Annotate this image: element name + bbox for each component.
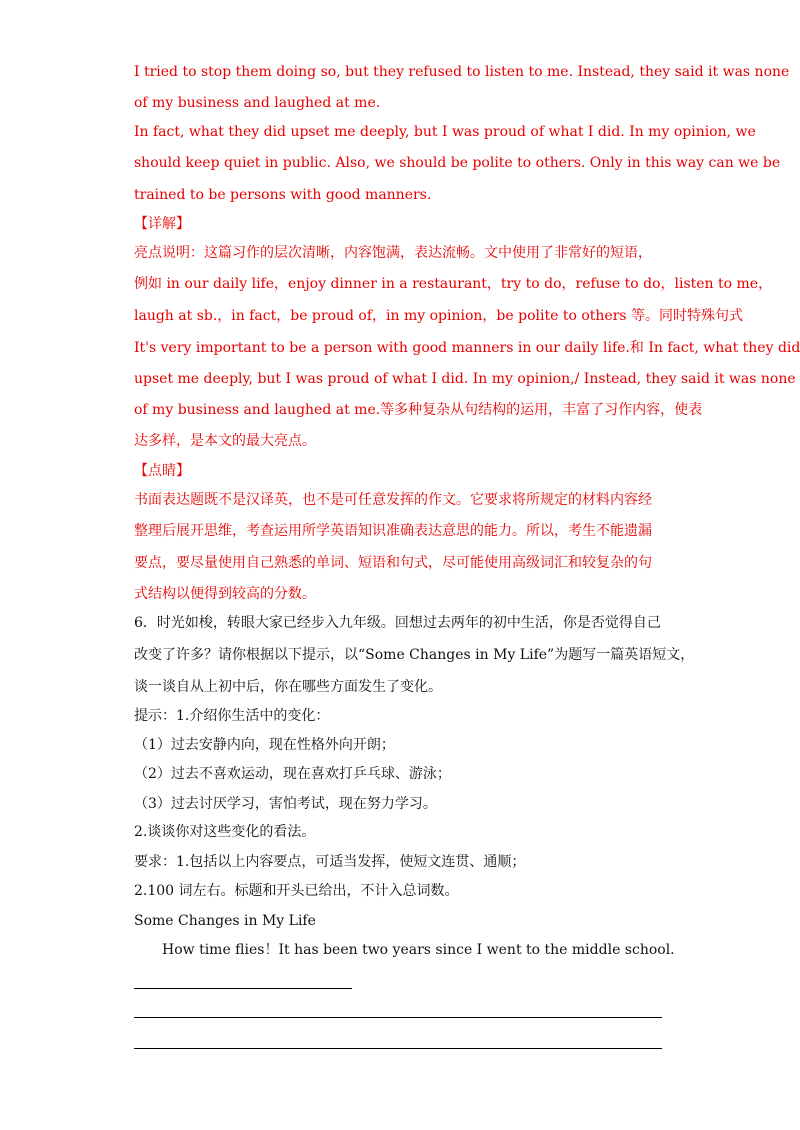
- writing-line[interactable]: [134, 1017, 662, 1018]
- question-line: 提示：1.介绍你生活中的变化：: [134, 708, 330, 724]
- explanation-line: 例如 in our daily life，enjoy dinner in a restaurant，try to do，refuse to do，listen to me，: [134, 276, 773, 292]
- tips-heading: 【点睛】: [134, 463, 190, 479]
- essay-opening: How time flies！It has been two years since I went to the middle school.: [162, 942, 675, 958]
- explanation-heading: 【详解】: [134, 216, 190, 232]
- explanation-line: 亮点说明：这篇习作的层次清晰，内容饱满，表达流畅。文中使用了非常好的短语，: [134, 245, 652, 261]
- explanation-line: It's very important to be a person with good manners in our daily life.和 In fact, what they did: [134, 340, 800, 356]
- question-line: （2）过去不喜欢运动，现在喜欢打乒乓球、游泳；: [134, 766, 451, 782]
- question-line: 2.100 词左右。标题和开头已给出，不计入总词数。: [134, 883, 459, 899]
- explanation-line: upset me deeply, but I was proud of what I did. In my opinion,/ Instead, they said it was none: [134, 371, 796, 387]
- question-line: 要求：1.包括以上内容要点，可适当发挥，使短文连贯、通顺；: [134, 854, 526, 870]
- answer-line: trained to be persons with good manners.: [134, 187, 432, 203]
- answer-line: In fact, what they did upset me deeply, but I was proud of what I did. In my opinion, we: [134, 124, 756, 140]
- answer-line: of my business and laughed at me.: [134, 95, 381, 111]
- question-line: 2.谈谈你对这些变化的看法。: [134, 824, 316, 840]
- question-line: 改变了许多？请你根据以下提示，以“Some Changes in My Life”为题写一篇英语短文，: [134, 647, 695, 663]
- explanation-line: of my business and laughed at me.等多种复杂从句结构的运用，丰富了习作内容，使表: [134, 402, 703, 418]
- writing-line[interactable]: [134, 988, 352, 989]
- explanation-line: 达多样，是本文的最大亮点。: [134, 433, 316, 449]
- essay-title: Some Changes in My Life: [134, 913, 316, 929]
- explanation-line: laugh at sb.，in fact，be proud of，in my opinion，be polite to others 等。同时特殊句式: [134, 308, 744, 324]
- question-line: 6．时光如梭，转眼大家已经步入九年级。回想过去两年的初中生活，你是否觉得自己: [134, 615, 661, 631]
- tips-line: 整理后展开思维，考查运用所学英语知识准确表达意思的能力。所以，考生不能遗漏: [134, 523, 652, 539]
- answer-line: I tried to stop them doing so, but they refused to listen to me. Instead, they said it was none: [134, 64, 790, 80]
- tips-line: 要点，要尽量使用自己熟悉的单词、短语和句式，尽可能使用高级词汇和较复杂的句: [134, 555, 652, 571]
- question-line: 谈一谈自从上初中后，你在哪些方面发生了变化。: [134, 679, 442, 695]
- answer-line: should keep quiet in public. Also, we should be polite to others. Only in this way can we be: [134, 155, 781, 171]
- question-line: （1）过去安静内向，现在性格外向开朗；: [134, 737, 395, 753]
- question-line: （3）过去讨厌学习，害怕考试，现在努力学习。: [134, 796, 437, 812]
- writing-line[interactable]: [134, 1048, 662, 1049]
- tips-line: 书面表达题既不是汉译英，也不是可任意发挥的作文。它要求将所规定的材料内容经: [134, 492, 652, 508]
- tips-line: 式结构以便得到较高的分数。: [134, 586, 316, 602]
